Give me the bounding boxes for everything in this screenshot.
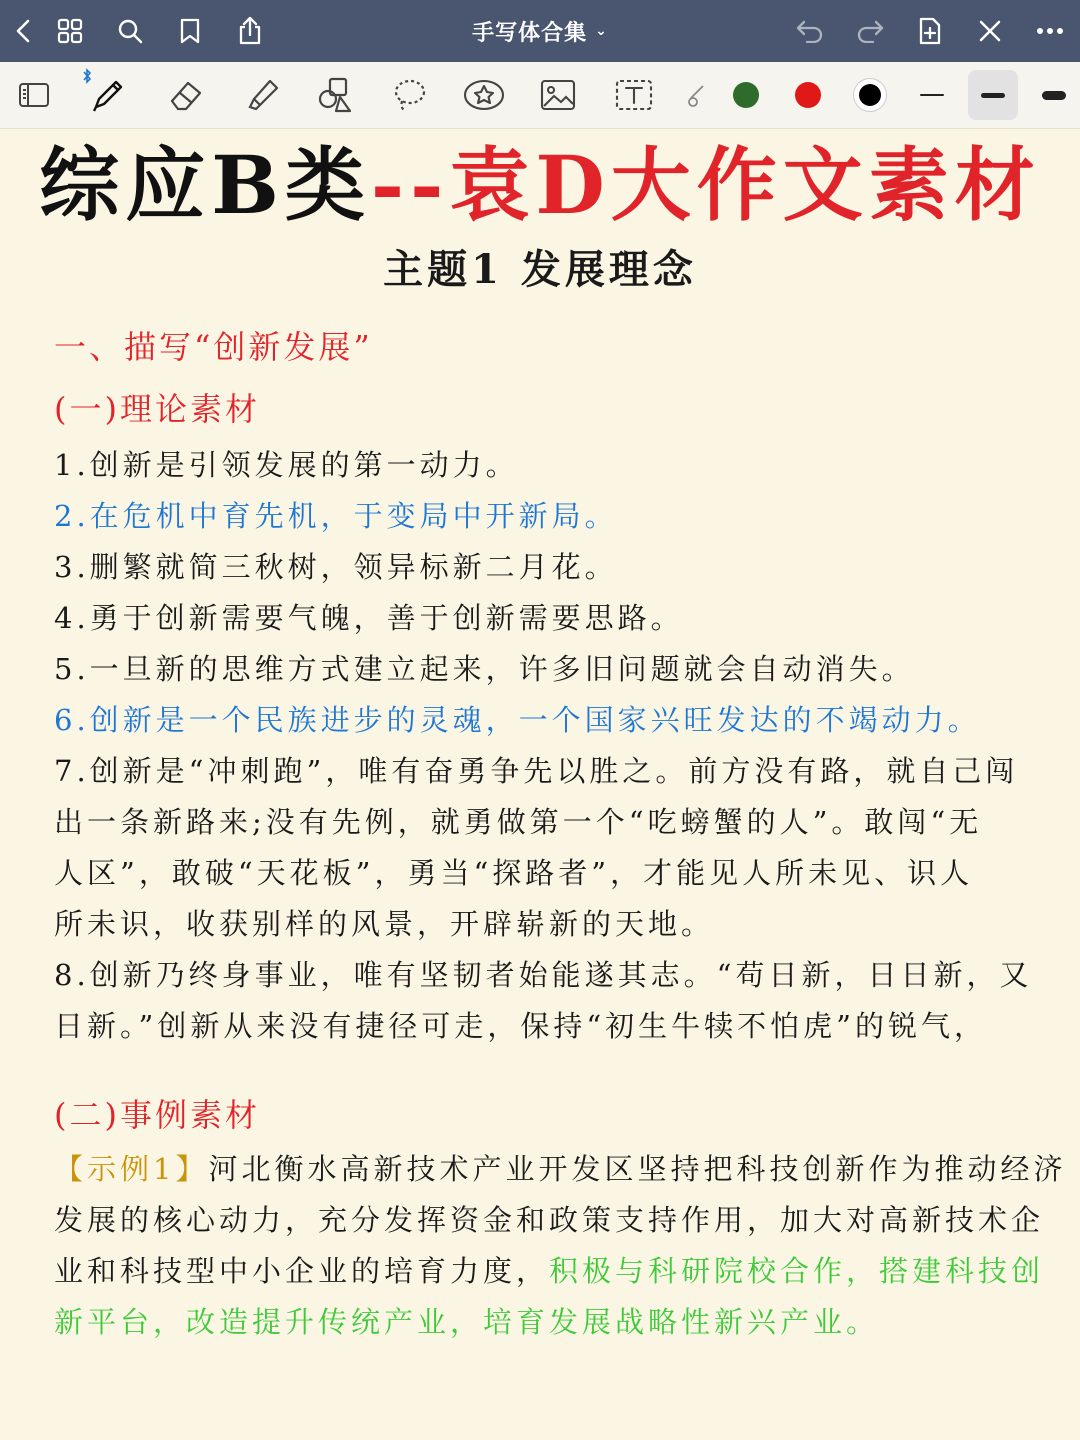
bookmark-icon [178,17,202,45]
grid-icon [56,17,84,45]
example-1-line-3 [54,1246,1045,1297]
search-icon [116,17,144,45]
theory-item: 3.删繁就简三秋树，领异标新二月花。 [54,550,618,584]
theory-item-7-line: 出一条新路来;没有先例，就勇做第一个“吃螃蟹的人”。敢闯“无 [54,805,983,839]
share-icon [237,16,263,46]
share-button[interactable] [220,0,280,62]
laser-pointer-icon [685,80,709,110]
theory-item-7-line: 所未识，收获别样的风景，开辟崭新的天地。 [54,907,715,941]
example-1-line-2: 发展的核心动力，充分发挥资金和政策支持作用，加大对高新技术企 [54,1203,1045,1237]
example-1-line-1 [54,1144,1067,1195]
main-title-black: 综应B类 [39,137,371,232]
subsection-theory: (一)理论素材 [54,390,260,428]
color-swatch-black[interactable] [840,62,900,128]
green-color-dot [733,82,759,108]
laser-pointer-button[interactable] [672,62,722,128]
color-swatch-red[interactable] [778,62,838,128]
image-icon [539,78,577,112]
example-1-text: 河北衡水高新技术产业开发区坚持把科技创新作为推动经济 [208,1152,1067,1186]
nav-right-group [780,0,1080,62]
thick-stroke-sample [1042,91,1066,100]
red-color-dot [795,82,821,108]
topic-subtitle: 主题1 发展理念 [383,246,697,293]
eraser-tool-button[interactable] [156,62,216,128]
redo-icon [855,19,885,43]
drawing-toolbar [0,62,1080,129]
example-1-highlight-line: 新平台，改造提升传统产业，培育发展战略性新兴产业。 [54,1305,880,1339]
black-color-dot-selected [859,84,881,106]
main-title-red: --袁D大作文素材 [370,137,1041,232]
bluetooth-icon [82,68,92,84]
search-button[interactable] [100,0,160,62]
example-1-text: 业和科技型中小企业的培育力度， [54,1254,550,1288]
back-chevron-icon [16,19,30,43]
subsection-examples: (二)事例素材 [54,1096,260,1134]
toolbar-toggle-button[interactable] [4,62,64,128]
undo-icon [795,19,825,43]
theory-item-7-line: 人区”，敢破“天花板”，勇当“探路者”，才能见人所未见、识人 [54,856,974,890]
theory-item: 6.创新是一个民族进步的灵魂，一个国家兴旺发达的不竭动力。 [54,703,981,737]
eraser-icon [166,75,206,115]
bookmark-button[interactable] [160,0,220,62]
pen-icon [88,75,128,115]
text-tool-button[interactable] [604,62,664,128]
title-dropdown-chevron-icon[interactable]: ⌄ [595,23,608,39]
example-1-highlight: 积极与科研院校合作，搭建科技创 [549,1254,1045,1288]
nav-left-group [6,0,280,62]
lasso-tool-button[interactable] [380,62,440,128]
tools-button[interactable] [960,0,1020,62]
more-button[interactable] [1020,0,1080,62]
image-tool-button[interactable] [528,62,588,128]
section-heading-1: 一、描写“创新发展” [54,328,373,366]
text-box-icon [614,78,654,112]
document-title[interactable]: 手写体合集 [472,20,588,46]
sticker-star-icon [462,77,506,113]
stroke-width-medium[interactable] [963,62,1023,128]
theory-item: 5.一旦新的思维方式建立起来，许多旧问题就会自动消失。 [54,652,915,686]
highlighter-tool-button[interactable] [232,62,292,128]
theory-item: 4.勇于创新需要气魄，善于创新需要思路。 [54,601,684,635]
undo-button[interactable] [780,0,840,62]
thin-stroke-sample [920,94,944,96]
top-nav-bar [0,0,1080,62]
shape-tool-button[interactable] [306,62,366,128]
redo-button[interactable] [840,0,900,62]
add-page-button[interactable] [900,0,960,62]
stroke-width-thin[interactable] [902,62,962,128]
color-swatch-green[interactable] [716,62,776,128]
stroke-width-thick[interactable] [1024,62,1080,128]
shapes-icon [316,75,356,115]
add-page-icon [917,16,943,46]
lasso-icon [390,75,430,115]
theory-item-7-line: 7.创新是“冲刺跑”，唯有奋勇争先以胜之。前方没有路，就自己闯 [54,754,1019,788]
grid-view-button[interactable] [40,0,100,62]
back-button[interactable] [6,0,40,62]
theory-item-8-line: 日新。”创新从来没有捷径可走，保持“初生牛犊不怕虎”的锐气， [54,1009,987,1043]
main-title [0,128,1080,232]
medium-stroke-sample [981,93,1005,98]
example-1-tag: 【示例1】 [54,1152,209,1186]
sticker-tool-button[interactable] [454,62,514,128]
theory-item: 2.在危机中育先机，于变局中开新局。 [54,499,618,533]
tools-cross-icon [977,18,1003,44]
theory-item: 1.创新是引领发展的第一动力。 [54,448,519,482]
theory-item-8-line: 8.创新乃终身事业，唯有坚韧者始能遂其志。“苟日新，日日新，又 [54,958,1033,992]
more-dots-icon [1036,27,1064,35]
pen-tool-button[interactable] [78,62,138,128]
note-page[interactable] [0,128,1080,1440]
highlighter-icon [242,75,282,115]
reading-mode-icon [18,81,50,109]
